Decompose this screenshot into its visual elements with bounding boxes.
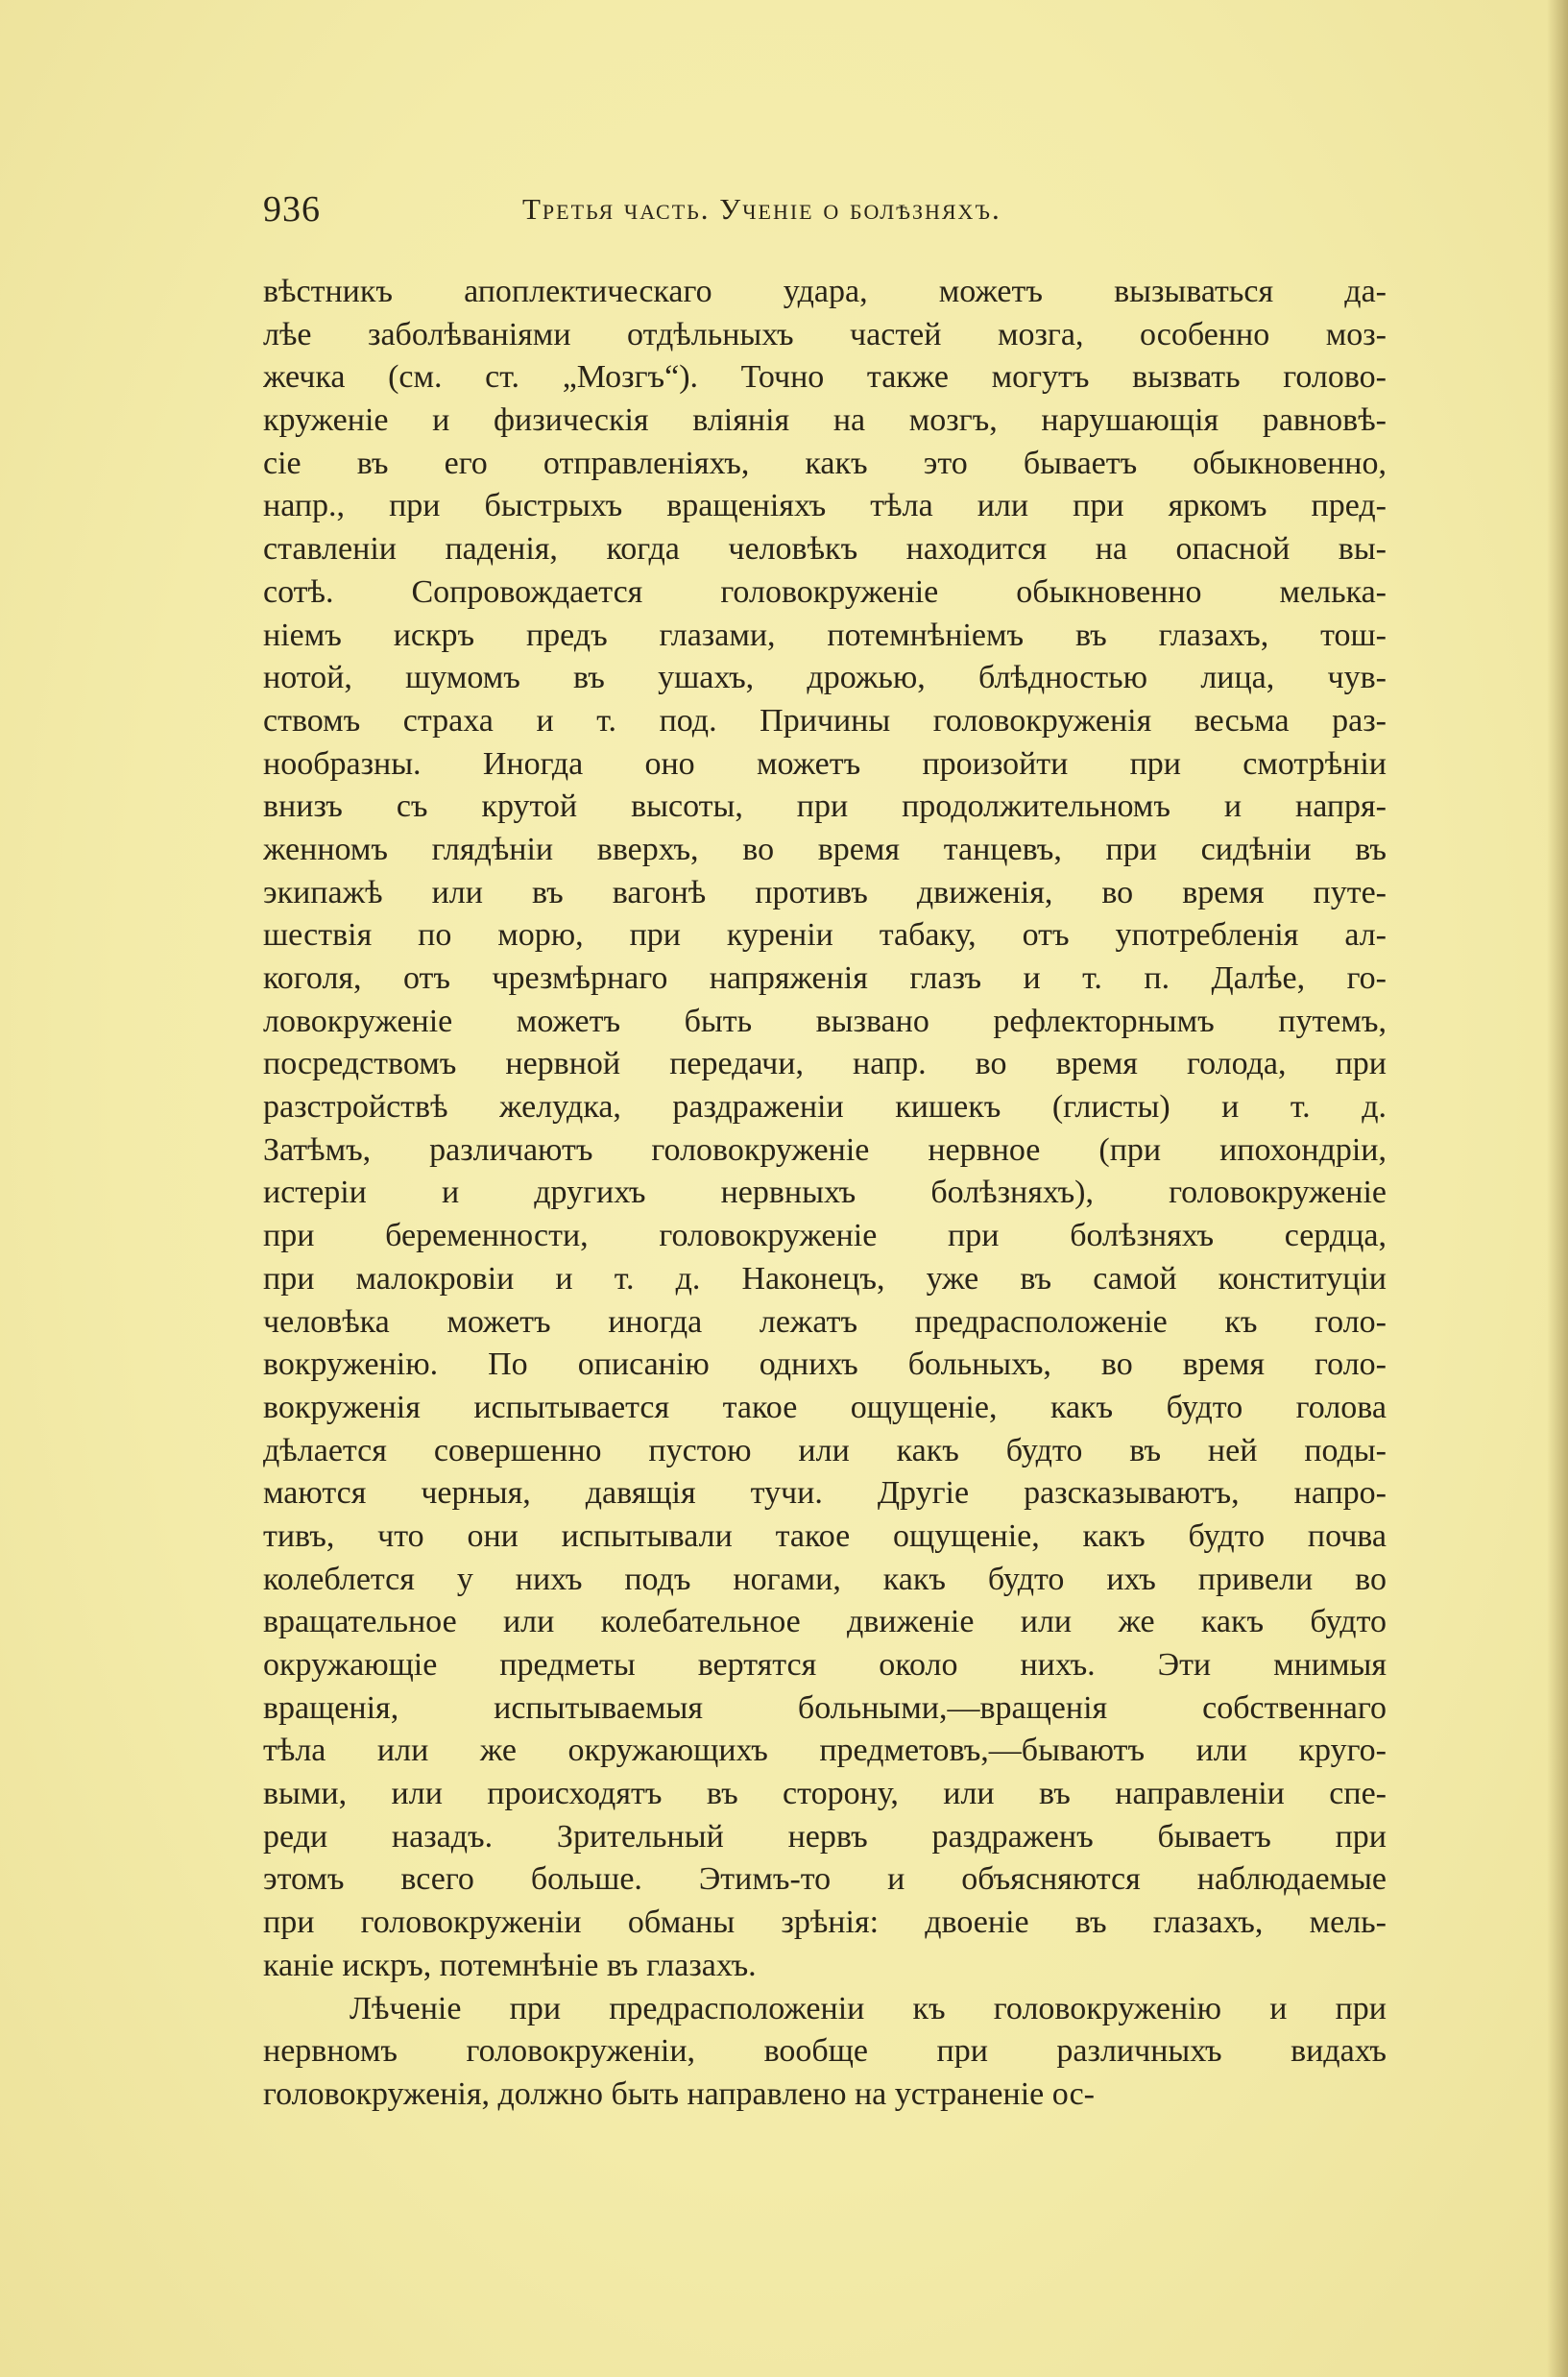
body-text [263, 271, 1387, 2117]
text-line: дѣлается совершенно пустою или какъ будто въ ней поды- [263, 1432, 1387, 1468]
text-line: экипажѣ или въ вагонѣ противъ движенія, во время путе- [263, 874, 1387, 910]
text-line: нообразны. Иногда оно можетъ произойти при смотрѣніи [263, 745, 1387, 782]
text-line: ловокруженіе можетъ быть вызвано рефлекторнымъ путемъ, [263, 1003, 1387, 1039]
text-line: вокруженію. По описанію однихъ больныхъ, во время голо- [263, 1346, 1387, 1383]
text-line: круженіе и физическія вліянія на мозгъ, нарушающія равновѣ- [263, 402, 1387, 439]
text-line: окружающіе предметы вертятся около нихъ. Эти мнимыя [263, 1647, 1387, 1683]
text-line: этомъ всего больше. Этимъ-то и объясняются наблюдаемые [263, 1861, 1387, 1898]
text-line: человѣка можетъ иногда лежатъ предрасположеніе къ голо- [263, 1303, 1387, 1340]
text-line: нервномъ головокруженіи, вообще при различныхъ видахъ [263, 2033, 1387, 2070]
running-head [263, 188, 1387, 230]
text-line: при малокровіи и т. д. Наконецъ, уже въ самой конституціи [263, 1260, 1387, 1297]
text-line: разстройствѣ желудка, раздраженіи кишекъ (глисты) и т. д. [263, 1089, 1387, 1126]
text-line: колеблется у нихъ подъ ногами, какъ будто ихъ привели во [263, 1561, 1387, 1597]
page-number: 936 [263, 189, 321, 230]
text-line: ствомъ страха и т. под. Причины головокруженія весьма раз- [263, 702, 1387, 739]
text-line: тивъ, что они испытывали такое ощущеніе, какъ будто почва [263, 1517, 1387, 1554]
text-line: при беременности, головокруженіе при болѣзняхъ сердца, [263, 1218, 1387, 1254]
page-edge-shadow [1547, 0, 1568, 2377]
text-line: головокруженія, должно быть направлено на устраненіе ос- [263, 2075, 1095, 2112]
text-line: коголя, отъ чрезмѣрнаго напряженія глазъ и т. п. Далѣе, го- [263, 960, 1387, 996]
text-line: каніе искръ, потемнѣніе въ глазахъ. [263, 1947, 757, 1983]
text-line: маются черныя, давящія тучи. Другіе разсказываютъ, напро- [263, 1475, 1387, 1512]
text-line: Лѣченіе при предрасположеніи къ головокруженію и при [350, 1990, 1387, 2026]
text-line: вѣстникъ апоплектическаго удара, можетъ вызываться да- [263, 274, 1387, 309]
text-line: сіе въ его отправленіяхъ, какъ это бываетъ обыкновенно, [263, 445, 1387, 481]
text-line: ніемъ искръ предъ глазами, потемнѣніемъ въ глазахъ, тош- [263, 617, 1387, 653]
text-line: выми, или происходятъ въ сторону, или въ направленіи спе- [263, 1776, 1387, 1812]
text-line: вокруженія испытывается такое ощущеніе, какъ будто голова [263, 1389, 1387, 1425]
text-line: истеріи и другихъ нервныхъ болѣзняхъ), головокруженіе [263, 1175, 1387, 1211]
text-line: вращательное или колебательное движеніе или же какъ будто [263, 1604, 1387, 1640]
text-line: жечка (см. ст. „Мозгъ“). Точно также могутъ вызвать голово- [263, 359, 1387, 396]
paragraph-2 [263, 1988, 1387, 2117]
text-line: женномъ глядѣніи вверхъ, во время танцевъ, при сидѣніи въ [263, 831, 1387, 867]
text-line: шествія по морю, при куреніи табаку, отъ употребленія ал- [263, 917, 1387, 954]
text-line: вращенія, испытываемыя больными,—вращенія собственнаго [263, 1689, 1387, 1726]
text-line: лѣе заболѣваніями отдѣльныхъ частей мозга, особенно моз- [263, 316, 1387, 352]
text-line: тѣла или же окружающихъ предметовъ,—бываютъ или круго- [263, 1733, 1387, 1769]
paragraph-1 [263, 271, 1387, 1988]
text-line: Затѣмъ, различаютъ головокруженіе нервное (при ипохондріи, [263, 1131, 1387, 1168]
text-line: внизъ съ крутой высоты, при продолжительномъ и напря- [263, 788, 1387, 825]
text-line: при головокруженіи обманы зрѣнія: двоеніе въ глазахъ, мель- [263, 1904, 1387, 1941]
text-line: нотой, шумомъ въ ушахъ, дрожью, блѣдностью лица, чув- [263, 660, 1387, 696]
text-line: реди назадъ. Зрительный нервъ раздраженъ бываетъ при [263, 1818, 1387, 1855]
text-line: ставленіи паденія, когда человѣкъ находится на опасной вы- [263, 531, 1387, 568]
text-line: посредствомъ нервной передачи, напр. во время голода, при [263, 1046, 1387, 1082]
text-line: напр., при быстрыхъ вращеніяхъ тѣла или при яркомъ пред- [263, 488, 1387, 524]
text-line: сотѣ. Сопровождается головокруженіе обыкновенно мелька- [263, 573, 1387, 610]
running-head-title: Третья часть. Ученіе о болѣзняхъ. [522, 192, 1001, 226]
